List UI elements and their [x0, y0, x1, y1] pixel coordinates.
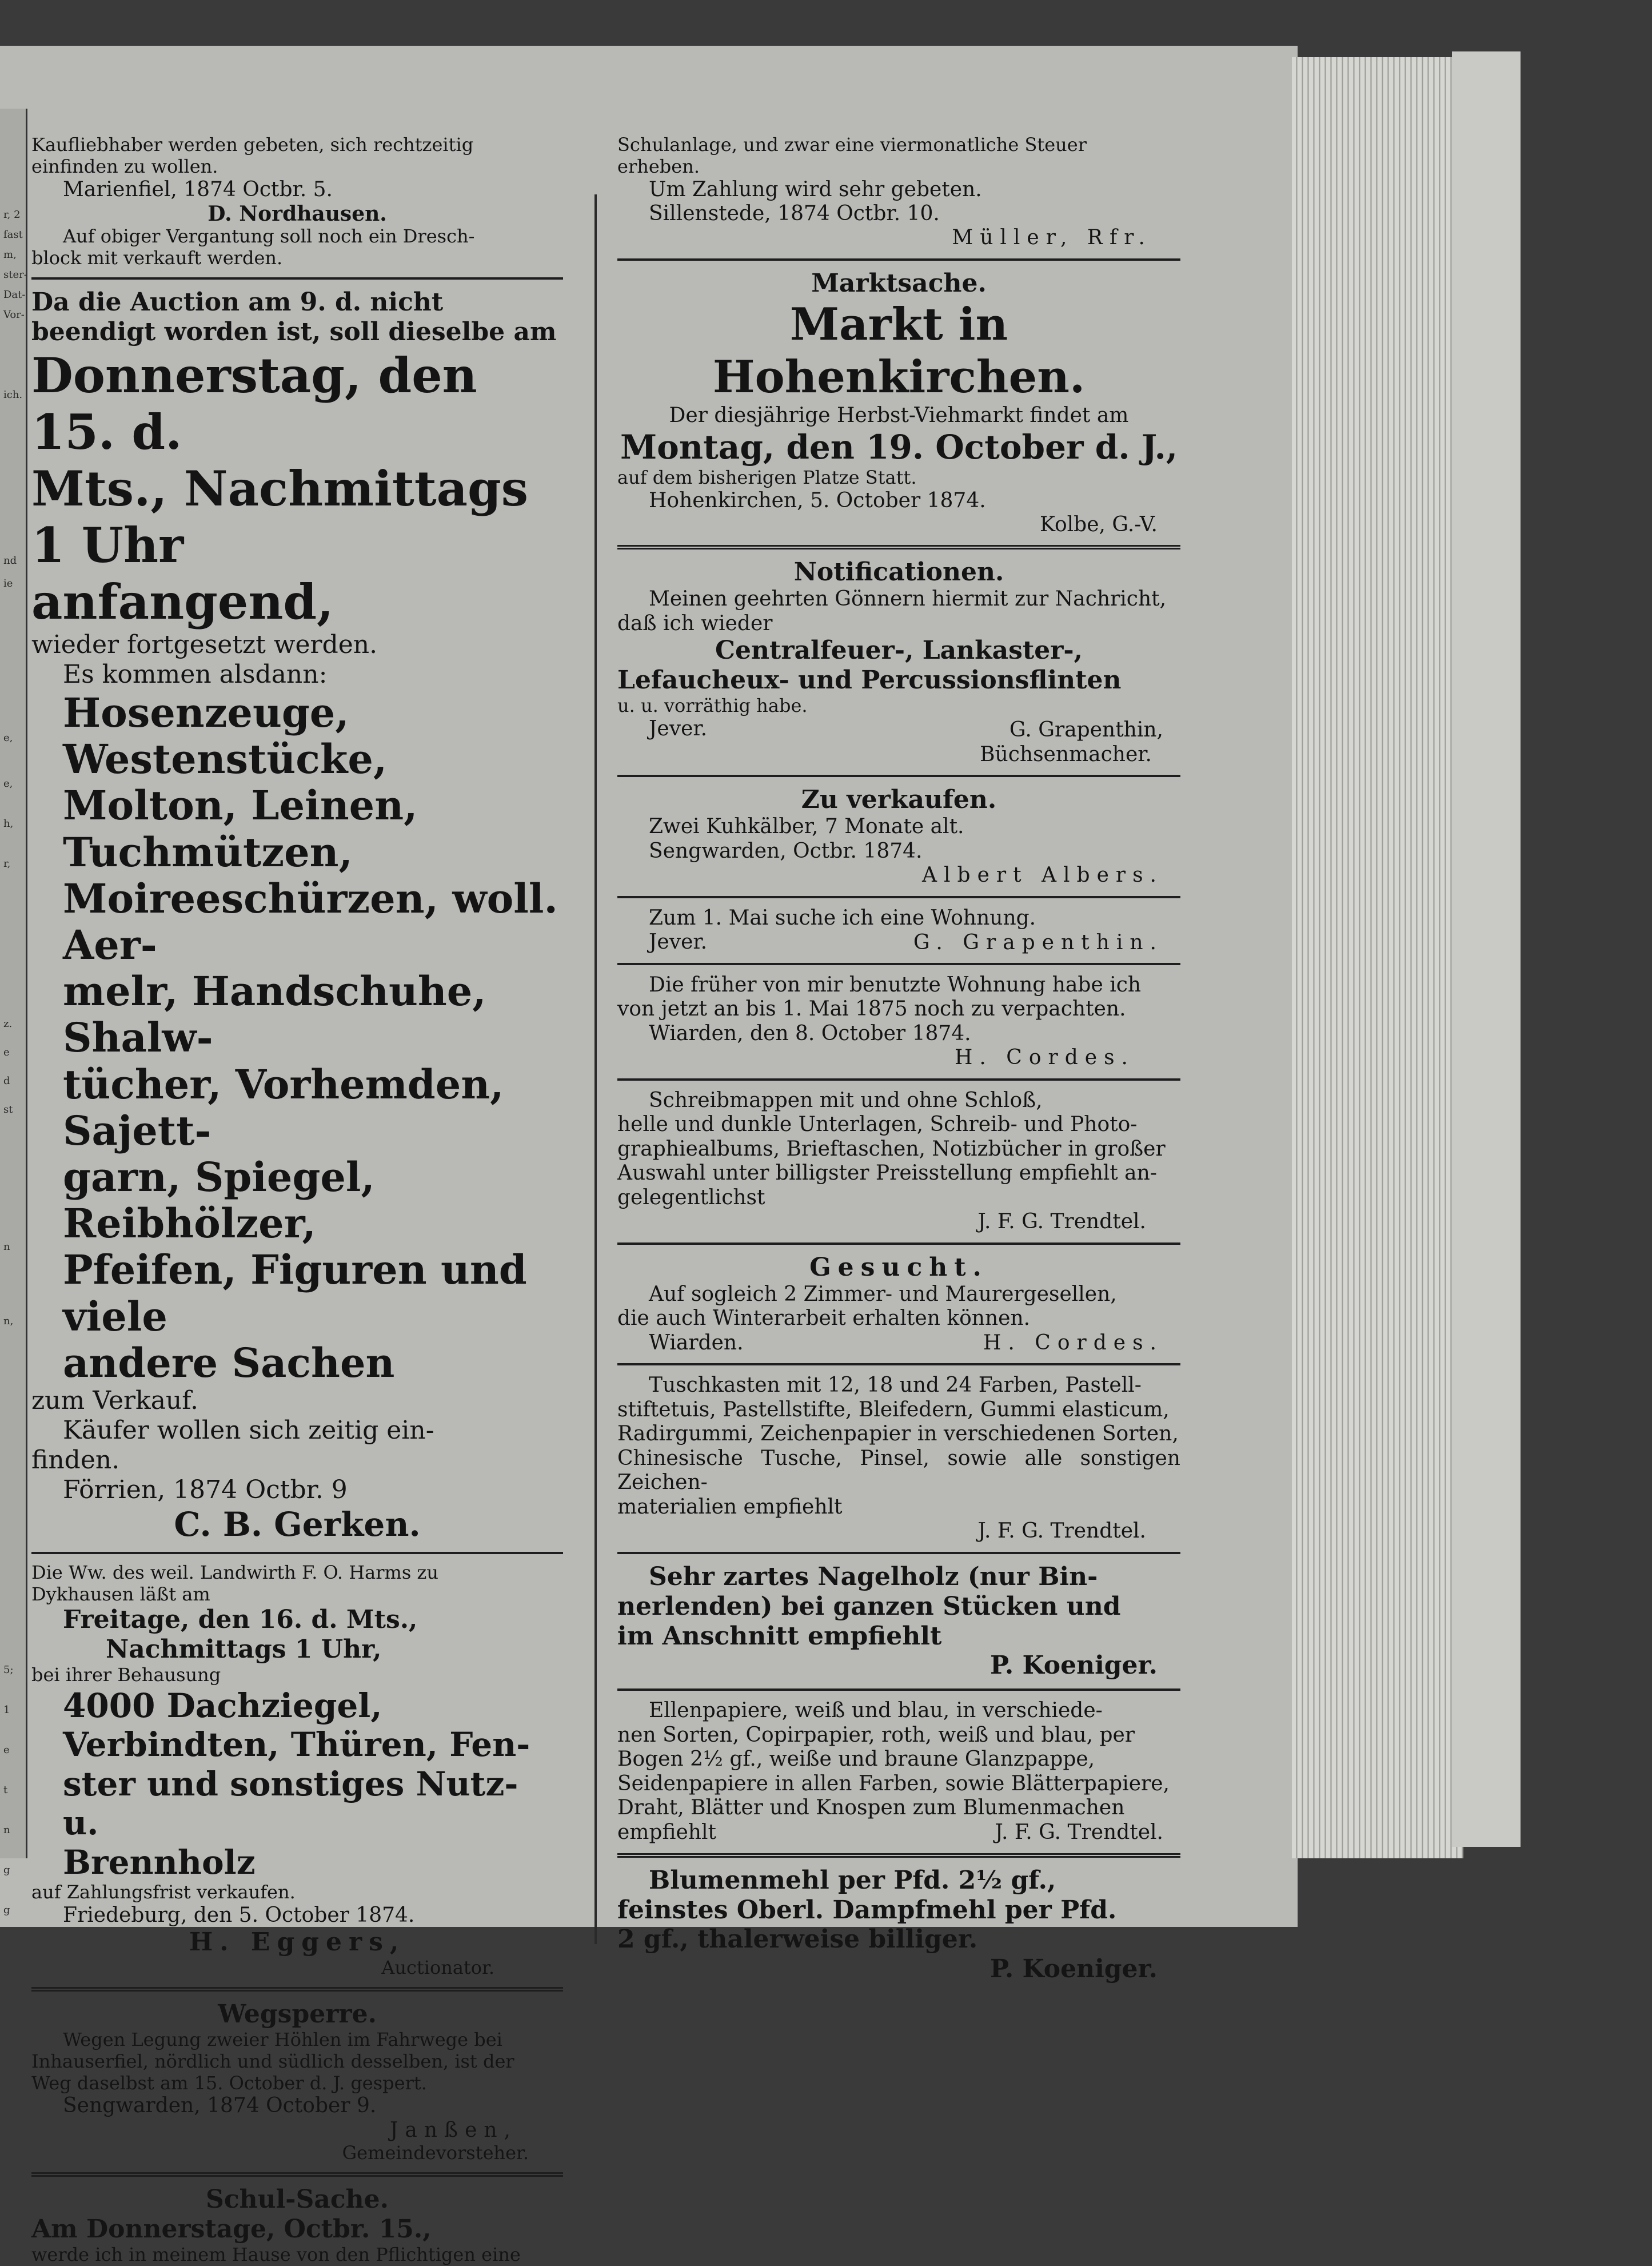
- gutter-mark: 5;: [3, 1664, 14, 1676]
- text-line: block mit verkauft werden.: [31, 247, 283, 269]
- text-line: Marienfiel, 1874 Octbr. 5.: [63, 177, 333, 201]
- signature: D. Nordhausen.: [208, 201, 387, 226]
- signature: Kolbe, G.-V.: [1040, 513, 1158, 536]
- signature: Albert Albers.: [922, 863, 1163, 887]
- headline: Blumenmehl per Pfd. 2½ gf.,: [649, 1865, 1056, 1895]
- place-date: Jever.: [649, 716, 708, 740]
- text-line: Radirgummi, Zeichenpapier in verschiedenen Sorten,: [617, 1422, 1179, 1446]
- signature: Janßen,: [389, 2118, 517, 2142]
- place-date: Friedeburg, den 5. October 1874.: [63, 1903, 415, 1927]
- text-line: Zwei Kuhkälber, 7 Monate alt.: [649, 815, 964, 839]
- section-title: Wegsperre.: [218, 2000, 377, 2029]
- text-line: Ellenpapiere, weiß und blau, in verschiede-: [649, 1699, 1103, 1723]
- signature: P. Koeniger.: [990, 1954, 1158, 1984]
- gutter-mark: nd: [3, 555, 17, 567]
- text-line: Weg daselbst am 15. October d. J. gespert.: [31, 2072, 427, 2094]
- gutter-mark: e: [3, 1046, 10, 1058]
- text-line: Die Ww. des weil. Landwirth F. O. Harms zu: [31, 1561, 438, 1583]
- text-line: materialien empfiehlt: [617, 1495, 843, 1519]
- gutter-mark: Dat-: [3, 289, 26, 301]
- gutter-mark: n,: [3, 1315, 14, 1327]
- rule: [617, 1853, 1180, 1858]
- signature: P. Koeniger.: [990, 1651, 1158, 1680]
- text-line: Der diesjährige Herbst-Viehmarkt findet am: [669, 403, 1129, 427]
- gutter-mark: m,: [3, 249, 17, 261]
- gutter-mark: fast: [3, 229, 23, 241]
- text-line: Inhauserfiel, nördlich und südlich desselben, ist der: [31, 2050, 514, 2072]
- gutter-mark: n: [3, 1241, 10, 1253]
- signature: J. F. G. Trendtel.: [995, 1821, 1163, 1845]
- place-date: Wiarden.: [649, 1331, 744, 1355]
- item-line: Moireeschürzen, woll. Aer-: [63, 874, 558, 969]
- text-line: bei ihrer Behausung: [31, 1664, 221, 1686]
- gutter-mark: d: [3, 1075, 10, 1087]
- headline: Markt in Hohenkirchen.: [712, 298, 1086, 403]
- rule: [617, 258, 1180, 261]
- text-line: Wegen Legung zweier Höhlen im Fahrwege bei: [63, 2029, 502, 2051]
- text-line: u. u. vorräthig habe.: [617, 695, 808, 717]
- place-date: Wiarden, den 8. October 1874.: [649, 1021, 971, 1045]
- gutter-mark: g: [3, 1864, 10, 1876]
- text-line: Um Zahlung wird sehr gebeten.: [649, 177, 982, 201]
- gutter-mark: 1: [3, 1704, 10, 1716]
- place-date: Sengwarden, Octbr. 1874.: [649, 839, 923, 863]
- section-title: Zu verkaufen.: [801, 785, 997, 815]
- text-line: Da die Auction am 9. d. nicht: [31, 287, 444, 317]
- gutter-mark: r, 2: [3, 209, 21, 221]
- place-date: Förrien, 1874 Octbr. 9: [63, 1475, 348, 1504]
- signature: G. Grapenthin,: [1009, 718, 1163, 742]
- gutter-mark: st: [3, 1104, 13, 1116]
- headline: Am Donnerstage, Octbr. 15.,: [31, 2214, 432, 2244]
- section-title: Marktsache.: [811, 268, 987, 298]
- gutter-mark: t: [3, 1784, 8, 1796]
- text-line: auf dem bisherigen Platze Statt.: [617, 466, 917, 488]
- text-line: beendigt worden ist, soll dieselbe am: [31, 317, 557, 347]
- gutter-mark: r,: [3, 858, 11, 870]
- rule: [617, 1552, 1180, 1554]
- item-line: andere Sachen: [63, 1339, 395, 1387]
- gutter-mark: ster-: [3, 269, 27, 281]
- text-line: Käufer wollen sich zeitig ein-: [63, 1415, 434, 1445]
- gutter-mark: n: [3, 1824, 10, 1836]
- headline: anfangend,: [31, 574, 334, 631]
- item-line: Verbindten, Thüren, Fen-: [63, 1725, 530, 1765]
- text-line: Auswahl unter billigster Preisstellung empfiehlt an-: [617, 1161, 1157, 1185]
- rule: [617, 1688, 1180, 1691]
- item-line: garn, Spiegel, Reibhölzer,: [63, 1153, 375, 1248]
- item-line: 4000 Dachziegel,: [63, 1686, 382, 1726]
- gutter-mark: ich.: [3, 389, 23, 401]
- item-line: Brennholz: [63, 1842, 256, 1882]
- text-line: zum Verkauf.: [31, 1385, 198, 1415]
- place-date: Jever.: [649, 930, 708, 954]
- text-line: Zum 1. Mai suche ich eine Wohnung.: [649, 906, 1036, 930]
- text-line: Tuschkasten mit 12, 18 und 24 Farben, Pastell-: [649, 1373, 1142, 1397]
- text-line: Dykhausen läßt am: [31, 1583, 210, 1605]
- text-line: Kaufliebhaber werden gebeten, sich rechtzeitig: [31, 134, 474, 156]
- headline: Freitage, den 16. d. Mts.,: [63, 1605, 418, 1635]
- signature: Müller, Rfr.: [952, 226, 1152, 250]
- text-line: Schreibmappen mit und ohne Schloß,: [649, 1088, 1043, 1112]
- text-line: helle und dunkle Unterlagen, Schreib- und Photo-: [617, 1113, 1138, 1137]
- item-line: Pfeifen, Figuren und viele: [63, 1246, 527, 1340]
- rule: [617, 1242, 1180, 1245]
- text-line: daß ich wieder: [617, 611, 773, 635]
- book-fore-edge: [1292, 57, 1463, 1858]
- headline: Donnerstag, den 15. d.: [31, 347, 477, 460]
- gutter-mark: z.: [3, 1018, 13, 1030]
- text-line: empfiehlt: [617, 1820, 716, 1844]
- role: Auctionator.: [381, 1957, 494, 1979]
- headline: Centralfeuer-, Lankaster-,: [715, 636, 1083, 666]
- place-date: Sengwarden, 1874 October 9.: [63, 2094, 377, 2118]
- column-divider: [594, 194, 597, 1944]
- rule: [617, 545, 1180, 549]
- item-line: Molton, Leinen, Tuchmützen,: [63, 782, 418, 876]
- text-line: werde ich in meinem Hause von den Pflichtigen eine: [31, 2243, 521, 2265]
- place-date: Hohenkirchen, 5. October 1874.: [649, 488, 986, 512]
- text-line: Es kommen alsdann:: [63, 660, 328, 690]
- gutter-mark: e,: [3, 778, 13, 790]
- rule: [31, 277, 563, 280]
- text-line: finden.: [31, 1445, 120, 1475]
- headline: im Anschnitt empfiehlt: [617, 1621, 942, 1651]
- gutter-mark: e: [3, 1744, 10, 1756]
- rule: [617, 775, 1180, 777]
- signature: H. Cordes.: [983, 1331, 1163, 1355]
- gutter-mark: Vor-: [3, 309, 25, 321]
- gutter-mark: e,: [3, 732, 13, 744]
- item-line: Hosenzeuge, Westenstücke,: [63, 689, 388, 783]
- rule: [617, 1363, 1180, 1365]
- signature: H. Cordes.: [955, 1046, 1135, 1070]
- text-line: graphiealbums, Brieftaschen, Notizbücher in großer: [617, 1137, 1166, 1161]
- item-line: tücher, Vorhemden, Sajett-: [63, 1060, 504, 1154]
- rule: [617, 1078, 1180, 1081]
- text-line: Bogen 2½ gf., weiße und braune Glanzpappe,: [617, 1747, 1095, 1771]
- rule: [617, 896, 1180, 898]
- book-cover-edge: [1452, 51, 1521, 1847]
- gutter-mark: g: [3, 1904, 10, 1916]
- signature: J. F. G. Trendtel.: [977, 1519, 1146, 1543]
- section-title: Gesucht.: [809, 1252, 988, 1282]
- text-line: stiftetuis, Pastellstifte, Bleifedern, Gummi elasticum,: [617, 1397, 1170, 1421]
- text-line: gelegentlichst: [617, 1185, 765, 1209]
- rule: [31, 2172, 563, 2177]
- role: Büchsenmacher.: [980, 742, 1152, 766]
- signature: J. F. G. Trendtel.: [977, 1210, 1146, 1234]
- place-date: Sillenstede, 1874 Octbr. 10.: [649, 201, 940, 225]
- signature: C. B. Gerken.: [174, 1504, 421, 1544]
- section-title: Notificationen.: [793, 557, 1004, 587]
- item-line: melr, Handschuhe, Shalw-: [63, 967, 486, 1062]
- text-line: Auf sogleich 2 Zimmer- und Maurergesellen,: [649, 1282, 1117, 1306]
- text-line: Seidenpapiere in allen Farben, sowie Blätterpapiere,: [617, 1771, 1170, 1795]
- text-line: Draht, Blätter und Knospen zum Blumenmachen: [617, 1796, 1125, 1820]
- left-column: [31, 134, 563, 2266]
- text-line: erheben.: [617, 155, 700, 177]
- rule: [31, 1552, 563, 1554]
- text-line: wieder fortgesetzt werden.: [31, 630, 378, 660]
- text-line: Chinesische Tusche, Pinsel, sowie alle sonstigen Zeichen-: [617, 1446, 1180, 1495]
- section-title: Schul-Sache.: [206, 2184, 389, 2214]
- signature: G. Grapenthin.: [913, 930, 1163, 954]
- signature: H. Eggers,: [189, 1928, 406, 1957]
- rule: [617, 963, 1180, 965]
- gutter-mark: h,: [3, 818, 14, 830]
- left-page-gutter: [0, 109, 27, 1916]
- text-line: Meinen geehrten Gönnern hiermit zur Nachricht,: [649, 587, 1167, 611]
- text-line: nen Sorten, Copirpapier, roth, weiß und blau, per: [617, 1723, 1135, 1747]
- text-line: von jetzt an bis 1. Mai 1875 noch zu verpachten.: [617, 997, 1126, 1021]
- text-line: die auch Winterarbeit erhalten können.: [617, 1307, 1031, 1331]
- headline: 2 gf., thalerweise billiger.: [617, 1925, 978, 1954]
- headline: Nachmittags 1 Uhr,: [106, 1635, 382, 1664]
- gutter-mark: ie: [3, 578, 13, 590]
- headline: feinstes Oberl. Dampfmehl per Pfd.: [617, 1895, 1117, 1925]
- headline: Montag, den 19. October d. J.,: [620, 428, 1178, 467]
- text-line: Die früher von mir benutzte Wohnung habe ich: [649, 973, 1142, 997]
- headline: Mts., Nachmittags 1 Uhr: [31, 460, 529, 574]
- text-line: Auf obiger Vergantung soll noch ein Dresch-: [63, 225, 475, 248]
- headline: nerlenden) bei ganzen Stücken und: [617, 1591, 1121, 1621]
- rule: [31, 1987, 563, 1992]
- text-line: Schulanlage, und zwar eine viermonatliche Steuer: [617, 134, 1087, 156]
- right-column: [617, 134, 1180, 1984]
- role: Gemeindevorsteher.: [342, 2142, 529, 2164]
- headline: Lefaucheux- und Percussionsflinten: [617, 666, 1122, 695]
- text-line: einfinden zu wollen.: [31, 155, 218, 177]
- item-line: ster und sonstiges Nutz- u.: [63, 1764, 518, 1843]
- headline: Sehr zartes Nagelholz (nur Bin-: [649, 1562, 1098, 1591]
- text-line: auf Zahlungsfrist verkaufen.: [31, 1881, 296, 1903]
